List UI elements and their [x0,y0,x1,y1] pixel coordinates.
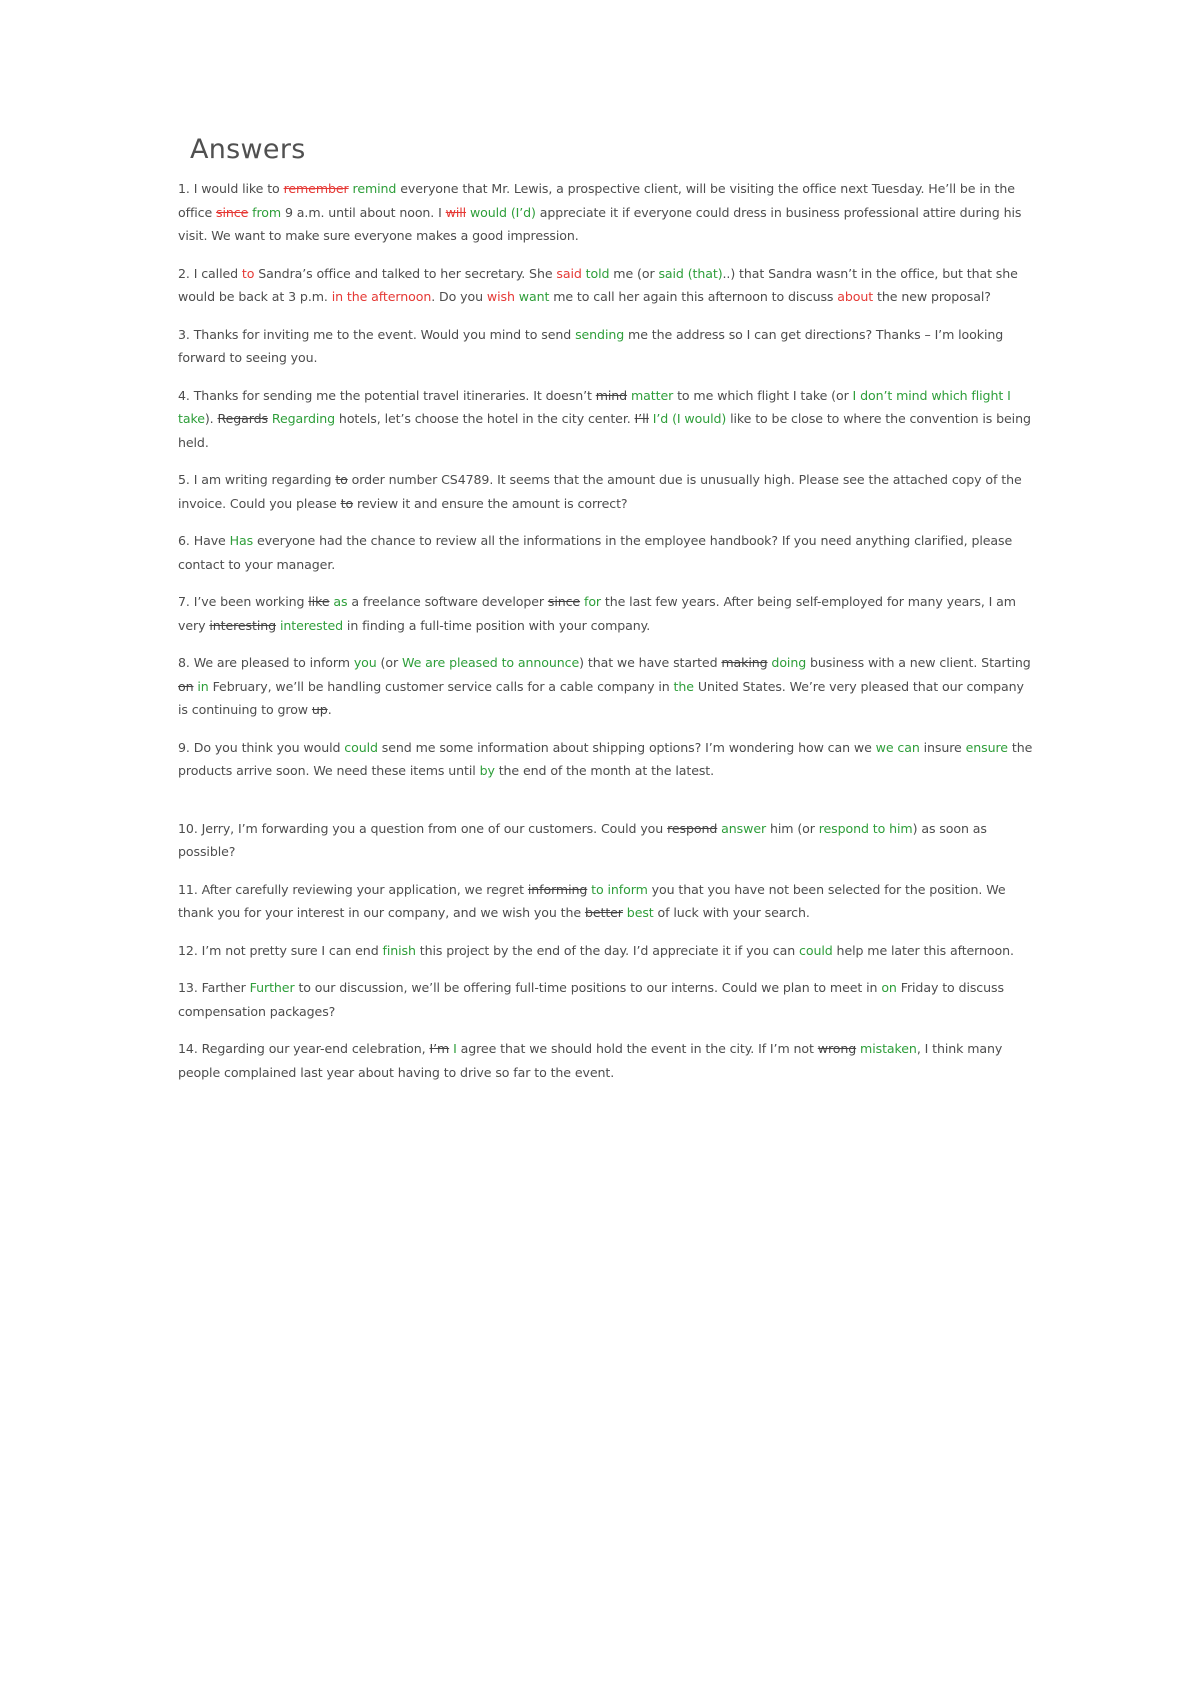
answer-text: this project by the end of the day. I’d appreciate it if you can [415,942,800,958]
correction-text: by [479,763,495,778]
correction-text: interested [276,617,344,633]
answer-item [178,976,1033,1023]
correction-text: matter [627,387,674,403]
answer-text: appreciate it if everyone could dress in business professional attire during his visit. We want to make sure everyone makes a good impression. [178,204,1022,243]
struck-text: wrong [817,1041,857,1056]
answer-text: 13. Farther [178,980,250,995]
answer-text: ..) that Sandra wasn’t in the office, but that she would be back at 3 p.m. [178,265,1018,304]
correction-text: as [329,594,348,609]
answer-text: , I think many people complained last year about having to drive so far to the event. [178,1041,1003,1080]
correction-text: Further [249,980,295,995]
answer-item [178,384,1033,455]
answer-text: 10. Jerry, I’m forwarding you a question from one of our customers. Could you [178,820,668,836]
answer-text: 6. Have [178,533,230,548]
struck-text: making [721,655,768,670]
answer-item [178,177,1033,248]
struck-text: up [311,702,328,717]
correction-text: mistaken [856,1041,917,1056]
answer-text: business with a new client. Starting [806,655,1031,670]
correction-text: about [837,289,874,304]
correction-text: wish [486,289,515,304]
correction-text: I’d (I would) [648,411,727,426]
struck-text: since [216,204,249,220]
correction-text: We are pleased to announce [401,655,580,670]
struck-text: respond [667,820,718,836]
answer-text: 14. Regarding our year-end celebration, [178,1041,430,1056]
answer-text: me (or [609,265,659,281]
correction-text: could [799,942,833,958]
struck-text: remember [283,181,349,196]
answer-text: send me some information about shipping options? I’m wondering how can we [377,739,876,755]
answer-text: 7. I’ve been working [178,594,309,609]
struck-text: mind [595,387,628,403]
answer-text: ) as soon as possible? [178,820,987,859]
correction-text: sending [575,326,625,342]
struck-text: better [584,905,623,920]
correction-text: Has [229,533,254,548]
answer-text: order number CS4789. It seems that the amount due is unusually high. Please see the attached copy of the invoice. Could you please [178,472,1022,511]
correction-text: best [622,905,654,920]
struck-text: I’ll [634,411,649,426]
answer-text: ). [204,411,218,426]
answer-text: 1. I would like to [178,181,284,196]
answer-text: 12. I’m not pretty sure I can end [178,942,383,958]
answer-text: me the address so I can get directions? Thanks – I’m looking forward to seeing you. [178,326,1004,365]
correction-text: said (that) [658,265,723,281]
answer-item [178,262,1033,309]
answer-text: 4. Thanks for sending me the potential travel itineraries. It doesn’t [178,387,596,403]
answer-text: the new proposal? [873,289,991,304]
struck-text: informing [527,881,588,897]
answer-text: to our discussion, we’ll be offering full-time positions to our interns. Could we plan to meet in [294,980,882,995]
correction-text: on [881,980,897,995]
answer-text: me to call her again this afternoon to discuss [549,289,838,304]
answer-text: 2. I called [178,265,242,281]
answer-text: United States. We’re very pleased that our company is continuing to grow [178,678,1024,717]
correction-text: from [248,204,282,220]
answer-text: (or [376,655,402,670]
answer-text: February, we’ll be handling customer service calls for a cable company in [208,678,674,694]
correction-text: Regarding [267,411,336,426]
correction-text: in [193,678,209,694]
answer-item [178,736,1033,783]
answer-text: ) that we have started [579,655,722,670]
correction-text: said [556,265,582,281]
answer-text: the last few years. After being self-employed for many years, I am very [178,594,1016,633]
answer-text: everyone had the chance to review all the informations in the employee handbook? If you need anything clarified, please contact to your manager. [178,533,1013,572]
correction-text: doing [767,655,807,670]
correction-text: answer [717,820,767,836]
answer-item [178,1037,1033,1084]
answer-text: the end of the month at the latest. [494,763,715,778]
correction-text: you [353,655,377,670]
answer-text: insure [919,739,966,755]
answer-text: him (or [766,820,819,836]
answer-text: everyone that Mr. Lewis, a prospective client, will be visiting the office next Tuesday. He’ll be in the office [178,181,1015,220]
answer-text: 5. I am writing regarding [178,472,336,487]
answer-item [178,939,1033,963]
answer-text: to me which flight I take (or [673,387,853,403]
answer-item [178,590,1033,637]
struck-text: like [308,594,330,609]
answer-text: 8. We are pleased to inform [178,655,354,670]
answers-document [178,134,1033,1098]
correction-text: ensure [965,739,1008,755]
struck-text: I’m [429,1041,450,1056]
answer-text: a freelance software developer [347,594,548,609]
struck-text: to [340,495,354,511]
correction-text: I don’t mind which flight I take [178,387,1011,426]
answers-list [178,177,1033,1084]
answer-text: Friday to discuss compensation packages? [178,980,1004,1019]
correction-text: respond to him [818,820,913,836]
answer-item [178,323,1033,370]
answer-text: . Do you [431,289,487,304]
correction-text: told [581,265,610,281]
struck-text: to [335,472,348,487]
answer-text: review it and ensure the amount is correct? [353,495,628,511]
answer-text: help me later this afternoon. [832,942,1014,958]
answer-text: hotels, let’s choose the hotel in the city center. [335,411,635,426]
answer-text: 9 a.m. until about noon. I [281,204,446,220]
correction-text: could [344,739,378,755]
correction-text: the [673,678,694,694]
answer-item [178,529,1033,576]
correction-text: remind [348,181,397,196]
correction-text: in the afternoon [331,289,432,304]
page-title: Answers [190,134,306,165]
answer-item [178,817,1033,864]
correction-text: to [241,265,255,281]
answer-text: 11. After carefully reviewing your application, we regret [178,881,528,897]
answer-text: in finding a full-time position with your company. [343,617,651,633]
correction-text: I [449,1041,457,1056]
correction-text: for [580,594,601,609]
answer-item [178,468,1033,515]
answer-text: the products arrive soon. We need these items until [178,739,1033,778]
correction-text: finish [382,942,416,958]
answer-item [178,878,1033,925]
struck-text: interesting [209,617,277,633]
answer-item [178,651,1033,722]
struck-text: will [445,204,467,220]
correction-text: to inform [587,881,648,897]
struck-text: on [178,678,194,694]
struck-text: Regards [217,411,268,426]
answer-text: like to be close to where the convention is being held. [178,411,1031,450]
answer-text: Sandra’s office and talked to her secretary. She [254,265,557,281]
answer-text: of luck with your search. [653,905,810,920]
answer-text: agree that we should hold the event in the city. If I’m not [456,1041,818,1056]
answer-text: . [327,702,332,717]
correction-text: would (I’d) [466,204,536,220]
correction-text: we can [875,739,920,755]
answer-text: 3. Thanks for inviting me to the event. Would you mind to send [178,326,576,342]
struck-text: since [547,594,581,609]
answer-text: 9. Do you think you would [178,739,345,755]
answer-text: you that you have not been selected for the position. We thank you for your interest in our company, and we wish you the [178,881,1006,920]
correction-text: want [514,289,550,304]
